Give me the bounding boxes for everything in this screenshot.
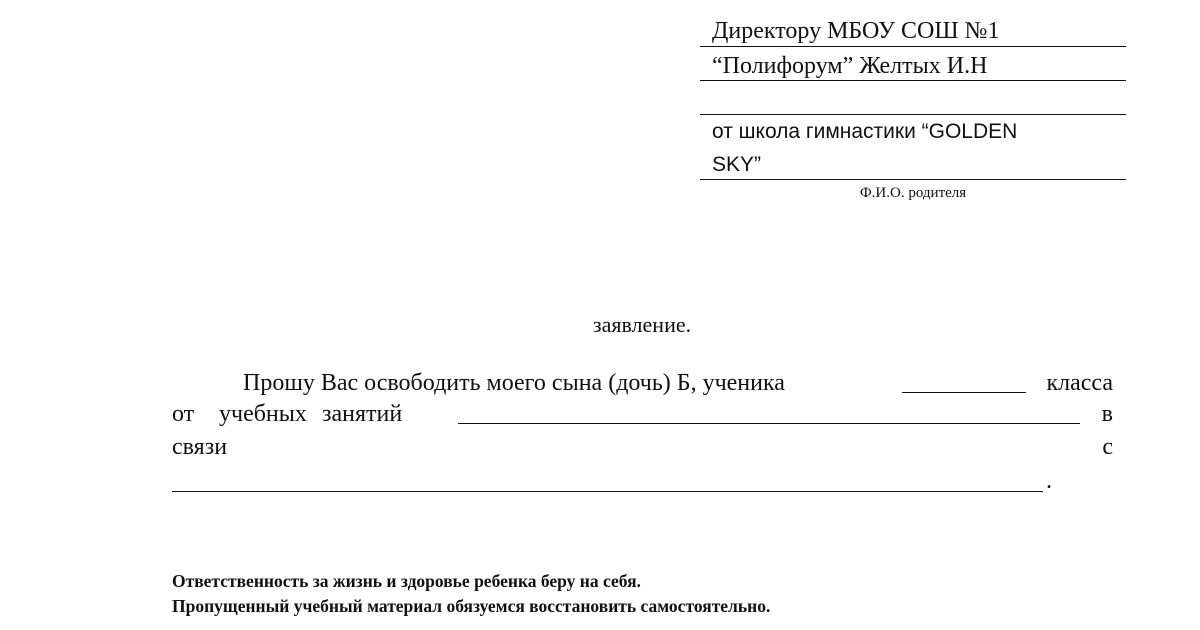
class-word: класса [1046, 370, 1113, 396]
word-v: в [1101, 401, 1113, 427]
addressee-blank-line [700, 90, 1126, 115]
addressee-line-2: “Полифорум” Желтых И.Н [712, 53, 988, 79]
sender-line-2: SKY” [712, 153, 762, 176]
request-text: Прошу Вас освободить моего сына (дочь) Б, ученика [243, 370, 785, 396]
addressee-underline-2 [700, 51, 1126, 81]
class-blank[interactable] [902, 370, 1026, 401]
sender-underline [700, 150, 1126, 180]
word-svyazi: связи [172, 434, 228, 460]
document-title: заявление. [592, 312, 692, 337]
addressee-line-1: Директору МБОУ СОШ №1 [712, 18, 1000, 44]
end-period: . [1046, 468, 1052, 494]
reason-blank[interactable] [172, 469, 1043, 500]
dates-blank[interactable] [458, 401, 1080, 432]
addressee-underline-1 [700, 16, 1126, 47]
material-note: Пропущенный учебный материал обязуемся восстановить самостоятельно. [172, 596, 771, 616]
parent-name-caption: Ф.И.О. родителя [859, 185, 967, 201]
word-ot: от [172, 401, 195, 427]
word-uchebnyh: учебных [219, 401, 307, 427]
word-s: с [1102, 434, 1113, 460]
responsibility-note: Ответственность за жизнь и здоровье ребенка беру на себя. [172, 571, 641, 591]
sender-line-1: от школа гимнастики “GOLDEN [712, 120, 1018, 143]
word-zanyatiy: занятий [322, 401, 403, 427]
